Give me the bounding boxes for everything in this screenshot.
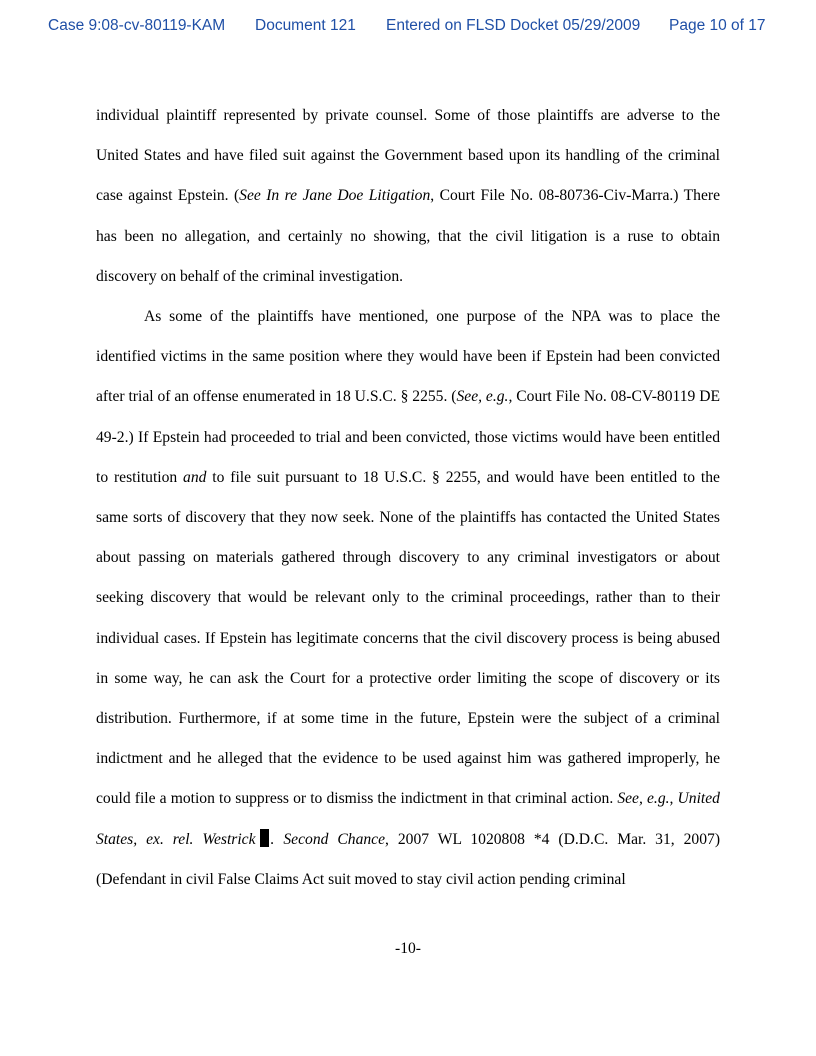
page-count: Page 10 of 17 <box>669 17 766 34</box>
document-body <box>96 96 720 900</box>
docket-entry-date: Entered on FLSD Docket 05/29/2009 <box>386 17 641 34</box>
redaction-box <box>260 829 269 847</box>
page-number: -10- <box>395 940 421 957</box>
docket-header <box>0 17 816 39</box>
document-number: Document 121 <box>255 17 356 34</box>
paragraph-1: individual plaintiff represented by private counsel. Some of those plaintiffs are adverse to the United States and have filed suit against the Government based upon its handling of the criminal case against Epstein. (See In re Jane Doe Litigation, Court File No. 08-80736-Civ-Marra.) There has been no allegation, and certainly no showing, that the civil litigation is a ruse to obtain discovery on behalf of the criminal investigation. <box>96 107 720 285</box>
paragraph-2: As some of the plaintiffs have mentioned, one purpose of the NPA was to place the identified victims in the same position where they would have been if Epstein had been convicted after trial of an offense enumerated in 18 U.S.C. § 2255. (See, e.g., Court File No. 08-CV-80119 DE 49-2.) If Epstein had proceeded to trial and been convicted, those victims would have been entitled to restitution and to file suit pursuant to 18 U.S.C. § 2255, and would have been entitled to the same sorts of discovery that they now seek. None of the plaintiffs has contacted the United States about passing on materials gathered through discovery to any criminal investigators or about seeking discovery that would be relevant only to the criminal proceedings, rather than to their individual cases. If Epstein has legitimate concerns that the civil discovery process is being abused in some way, he can ask the Court for a protective order limiting the scope of discovery or its distribution. Furthermore, if at some time in the future, Epstein were the subject of a criminal indictment and he alleged that the evidence to be used against him was gathered improperly, he could file a motion to suppress or to dismiss the indictment in that criminal action. See, e.g., United States, ex. rel. Westrick . Second Chance, 2007 WL 1020808 *4 (D.D.C. Mar. 31, 2007) (Defendant in civil False Claims Act suit moved to stay civil action pending criminal <box>96 308 721 888</box>
case-number: Case 9:08-cv-80119-KAM <box>48 17 226 34</box>
